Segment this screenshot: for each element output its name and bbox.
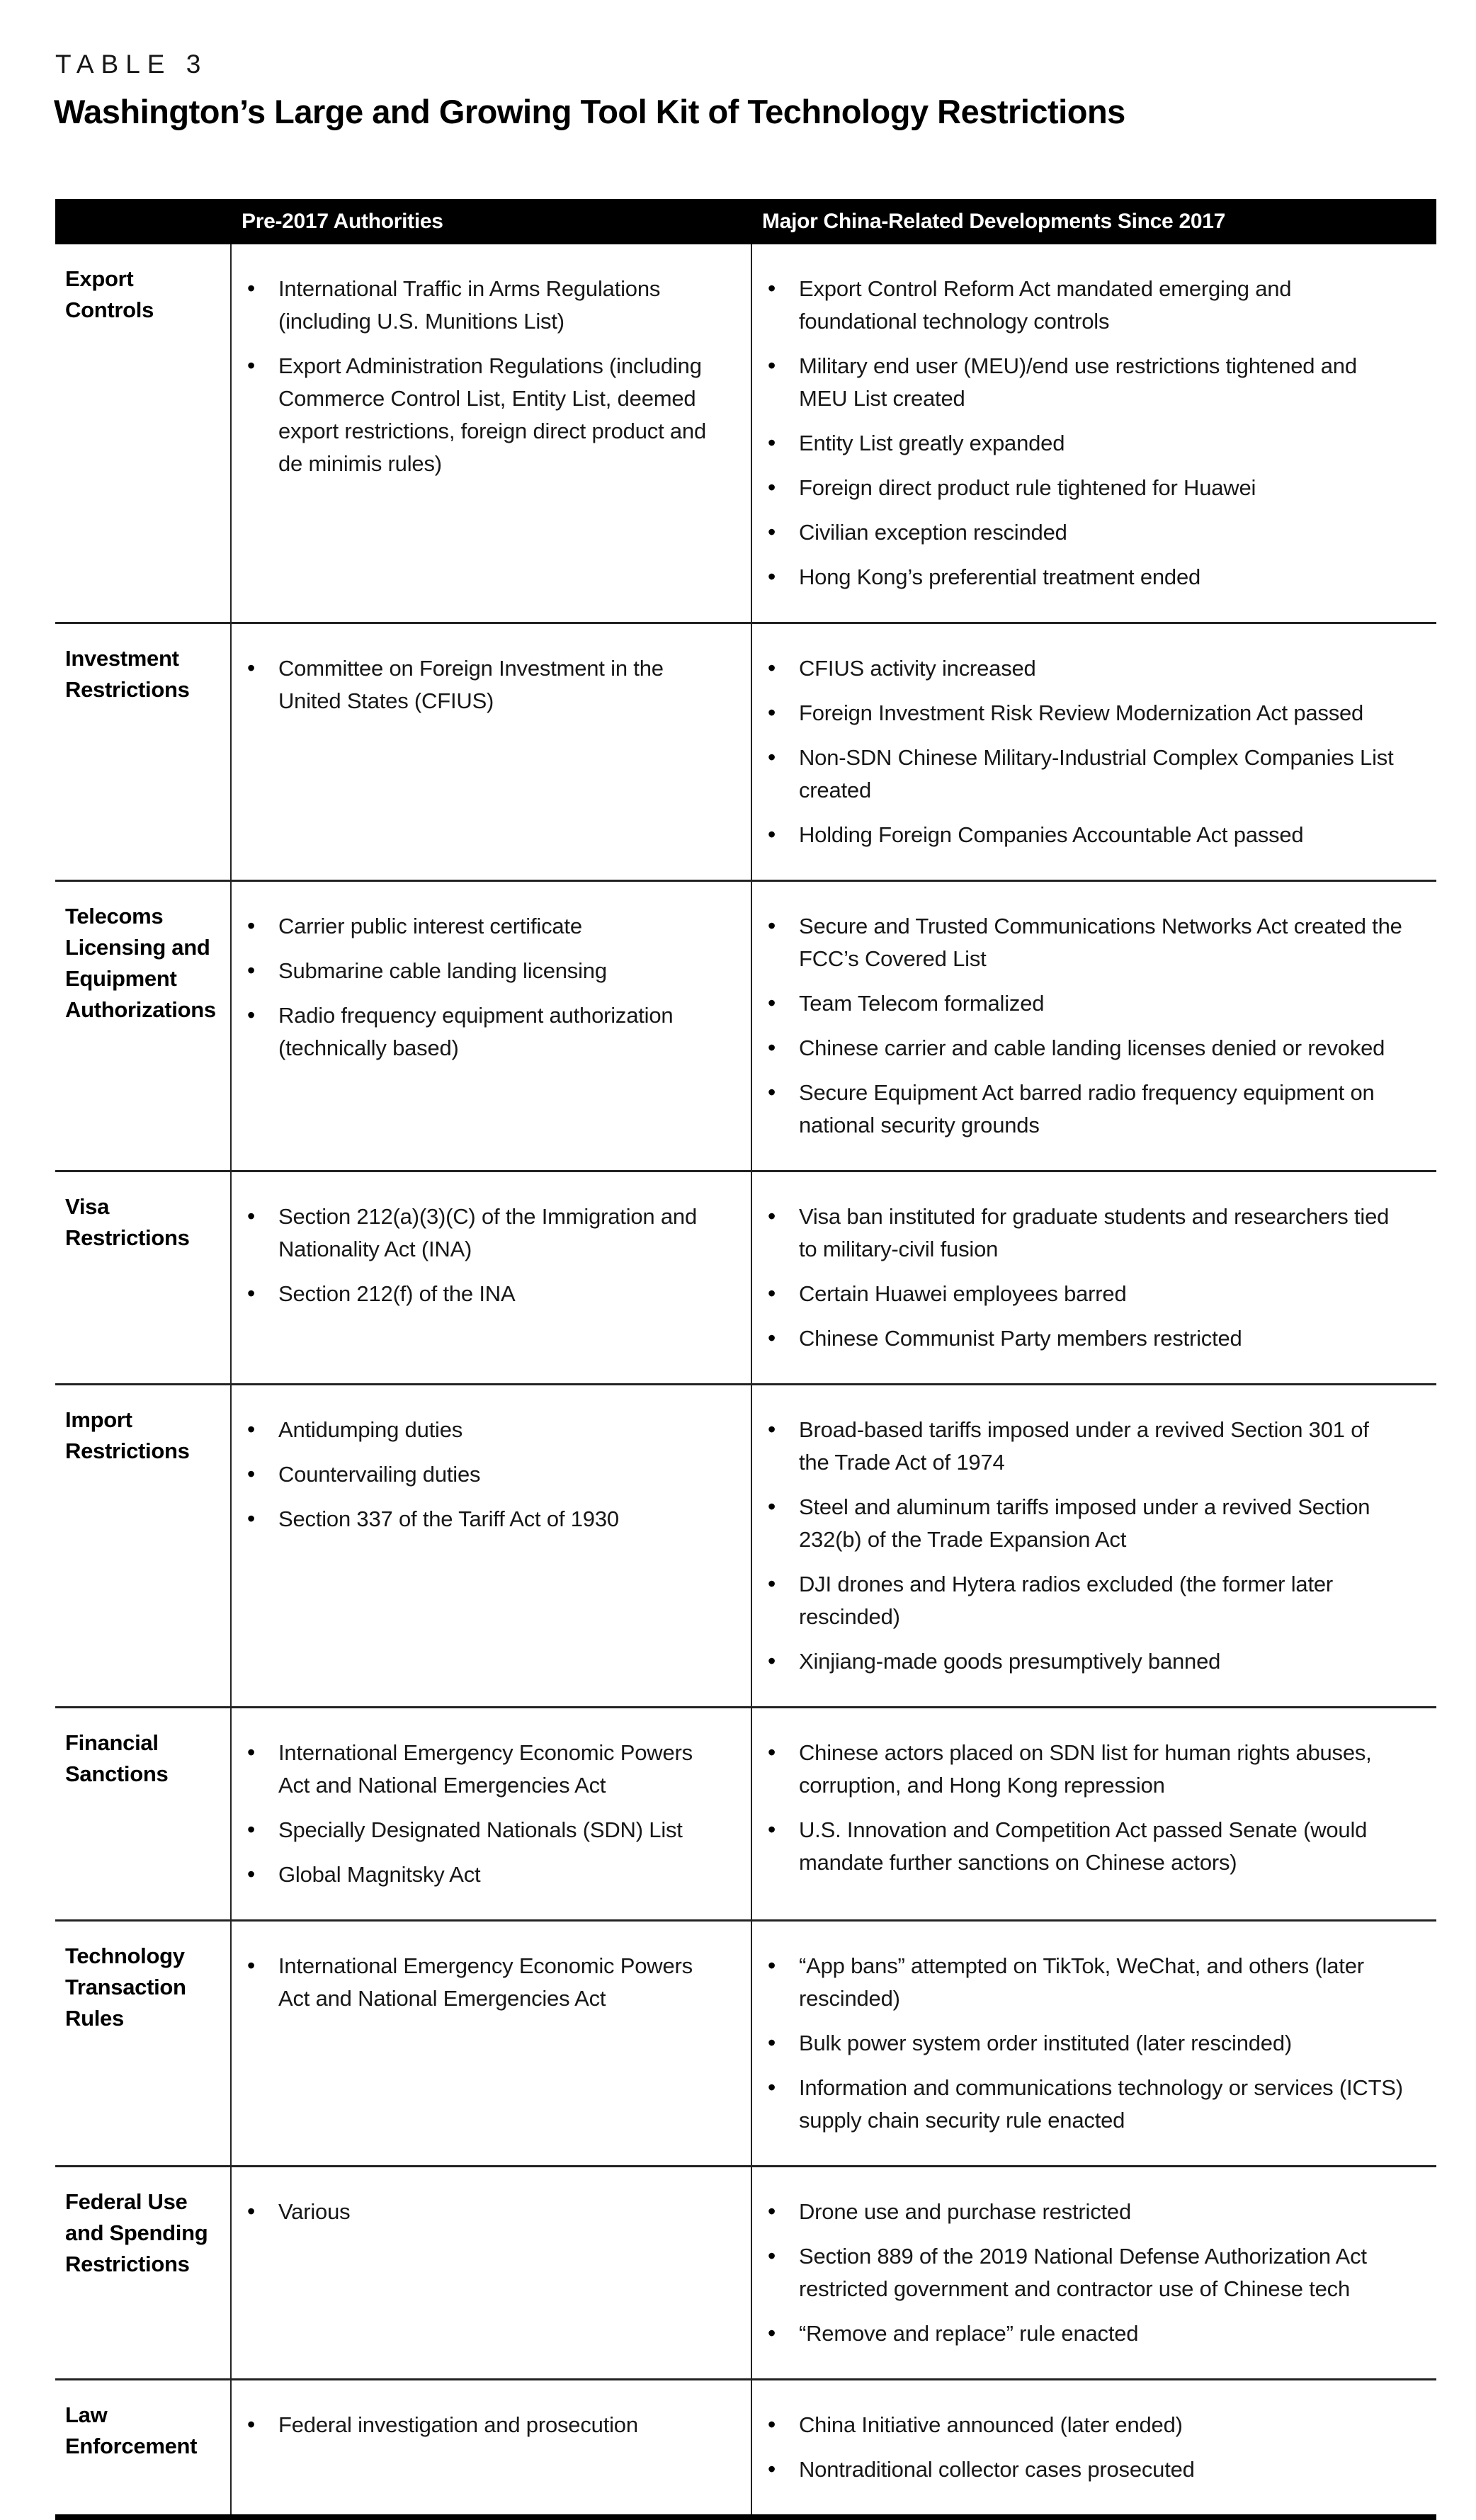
since2017-cell [751,2167,1436,2378]
bullet-item: • International Traffic in Arms Regulations (including U.S. Munitions List) [278,273,718,338]
pre2017-cell [230,244,751,622]
bullet-item: • Chinese Communist Party members restricted [799,1322,1404,1355]
since2017-cell [751,1922,1436,2165]
page-title: Washington’s Large and Growing Tool Kit of Technology Restrictions [54,93,1125,130]
bullet-item: • “App bans” attempted on TikTok, WeChat, and others (later rescinded) [799,1950,1404,2015]
bullet-item: • Countervailing duties [278,1458,718,1491]
header-since2017-column: Major China-Related Developments Since 2017 [762,210,1225,233]
bullet-item: • CFIUS activity increased [799,652,1404,685]
bullet-item: • Secure and Trusted Communications Networks Act created the FCC’s Covered List [799,910,1404,975]
table-row-visa-restrictions [55,1172,1436,1385]
bullet-item: • Submarine cable landing licensing [278,955,718,987]
bullet-item: • Export Control Reform Act mandated emerging and foundational technology controls [799,273,1404,338]
bullet-item: • Foreign direct product rule tightened for Huawei [799,472,1404,504]
table-row-technology-transaction-rules [55,1922,1436,2167]
since2017-cell [751,2380,1436,2514]
bullet-item: • Global Magnitsky Act [278,1858,718,1891]
bullet-item: • Federal investigation and prosecution [278,2409,718,2441]
table-number-label: TABLE 3 [55,50,208,79]
since2017-cell [751,882,1436,1170]
bullet-item: • Committee on Foreign Investment in the United States (CFIUS) [278,652,718,717]
pre2017-list [232,1718,737,1910]
bullet-item: • Specially Designated Nationals (SDN) List [278,1814,718,1846]
since2017-cell [751,624,1436,880]
bullet-item: • Carrier public interest certificate [278,910,718,943]
bullet-item: • Nontraditional collector cases prosecuted [799,2453,1404,2486]
bullet-item: • Chinese actors placed on SDN list for human rights abuses, corruption, and Hong Kong repression [799,1737,1404,1802]
pre2017-list [232,2176,737,2247]
since2017-cell [751,1708,1436,1919]
bullet-item: • Xinjiang-made goods presumptively banned [799,1645,1404,1678]
bullet-item: • Various [278,2196,718,2228]
pre2017-cell [230,624,751,880]
row-category: Import Restrictions [65,1407,190,1463]
row-category: Investment Restrictions [65,646,190,702]
bullet-item: • Section 889 of the 2019 National Defense Authorization Act restricted government and contractor use of Chinese tech [799,2240,1404,2305]
pre2017-list [232,1395,737,1555]
since2017-list [752,1931,1422,2156]
table-row-federal-use-spending [55,2167,1436,2380]
table-header-row [55,199,1436,244]
header-pre2017-column: Pre-2017 Authorities [242,210,443,233]
pre2017-cell [230,1172,751,1383]
pre2017-cell [230,1385,751,1706]
bullet-item: • Section 212(f) of the INA [278,1278,718,1310]
pre2017-list [232,254,737,499]
bullet-item: • DJI drones and Hytera radios excluded (the former later rescinded) [799,1568,1404,1633]
bullet-item: • Section 212(a)(3)(C) of the Immigration and Nationality Act (INA) [278,1201,718,1266]
bullet-item: • Radio frequency equipment authorization (technically based) [278,999,718,1065]
row-category: Financial Sanctions [65,1730,169,1786]
row-category: Law Enforcement [65,2402,198,2458]
bullet-item: • China Initiative announced (later ended) [799,2409,1404,2441]
table-row-law-enforcement [55,2380,1436,2520]
restrictions-table [55,199,1436,2520]
row-category: Visa Restrictions [65,1194,190,1250]
pre2017-cell [230,1922,751,2165]
pre2017-list [232,633,737,737]
since2017-cell [751,244,1436,622]
since2017-cell [751,1172,1436,1383]
bullet-item: • Military end user (MEU)/end use restrictions tightened and MEU List created [799,350,1404,415]
table-row-export-controls [55,244,1436,624]
bullet-item: • “Remove and replace” rule enacted [799,2317,1404,2350]
bullet-item: • Section 337 of the Tariff Act of 1930 [278,1503,718,1536]
pre2017-cell [230,2167,751,2378]
pre2017-cell [230,2380,751,2514]
row-category: Federal Use and Spending Restrictions [65,2189,208,2276]
table-row-investment-restrictions [55,624,1436,882]
bullet-item: • U.S. Innovation and Competition Act passed Senate (would mandate further sanctions on Chinese actors) [799,1814,1404,1879]
table-body [55,244,1436,2520]
bullet-item: • Antidumping duties [278,1414,718,1446]
bullet-item: • Chinese carrier and cable landing licenses denied or revoked [799,1032,1404,1065]
since2017-list [752,633,1422,870]
bullet-item: • Hong Kong’s preferential treatment ended [799,561,1404,594]
since2017-list [752,2390,1422,2505]
header-category-column [55,217,230,226]
bullet-item: • Civilian exception rescinded [799,516,1404,549]
bullet-item: • Information and communications technology or services (ICTS) supply chain security rule enacted [799,2072,1404,2137]
bullet-item: • Entity List greatly expanded [799,427,1404,460]
since2017-list [752,1181,1422,1374]
pre2017-list [232,1181,737,1329]
since2017-list [752,891,1422,1161]
bullet-item: • Foreign Investment Risk Review Modernization Act passed [799,697,1404,730]
since2017-list [752,254,1422,613]
bullet-item: • International Emergency Economic Powers Act and National Emergencies Act [278,1737,718,1802]
row-category: Technology Transaction Rules [65,1943,186,2031]
since2017-list [752,1718,1422,1898]
pre2017-list [232,891,737,1084]
bullet-item: • Team Telecom formalized [799,987,1404,1020]
bullet-item: • Certain Huawei employees barred [799,1278,1404,1310]
pre2017-list [232,2390,737,2461]
since2017-cell [751,1385,1436,1706]
bullet-item: • Secure Equipment Act barred radio frequency equipment on national security grounds [799,1077,1404,1142]
bullet-item: • Non-SDN Chinese Military-Industrial Complex Companies List created [799,742,1404,807]
bullet-item: • Steel and aluminum tariffs imposed under a revived Section 232(b) of the Trade Expansion Act [799,1491,1404,1556]
row-category: Export Controls [65,266,154,322]
bullet-item: • Bulk power system order instituted (later rescinded) [799,2027,1404,2060]
table-row-financial-sanctions [55,1708,1436,1922]
bullet-item: • Visa ban instituted for graduate students and researchers tied to military-civil fusion [799,1201,1404,1266]
bullet-item: • International Emergency Economic Powers Act and National Emergencies Act [278,1950,718,2015]
pre2017-cell [230,882,751,1170]
bullet-item: • Export Administration Regulations (including Commerce Control List, Entity List, deemed export restrictions, foreign direct product and de minimis rules) [278,350,718,480]
bullet-item: • Holding Foreign Companies Accountable Act passed [799,819,1404,851]
bullet-item: • Drone use and purchase restricted [799,2196,1404,2228]
table-row-telecoms-licensing [55,882,1436,1172]
table-row-import-restrictions [55,1385,1436,1708]
row-category: Telecoms Licensing and Equipment Authorizations [65,904,216,1022]
pre2017-list [232,1931,737,2034]
since2017-list [752,2176,1422,2369]
since2017-list [752,1395,1422,1697]
bullet-item: • Broad-based tariffs imposed under a revived Section 301 of the Trade Act of 1974 [799,1414,1404,1479]
pre2017-cell [230,1708,751,1919]
